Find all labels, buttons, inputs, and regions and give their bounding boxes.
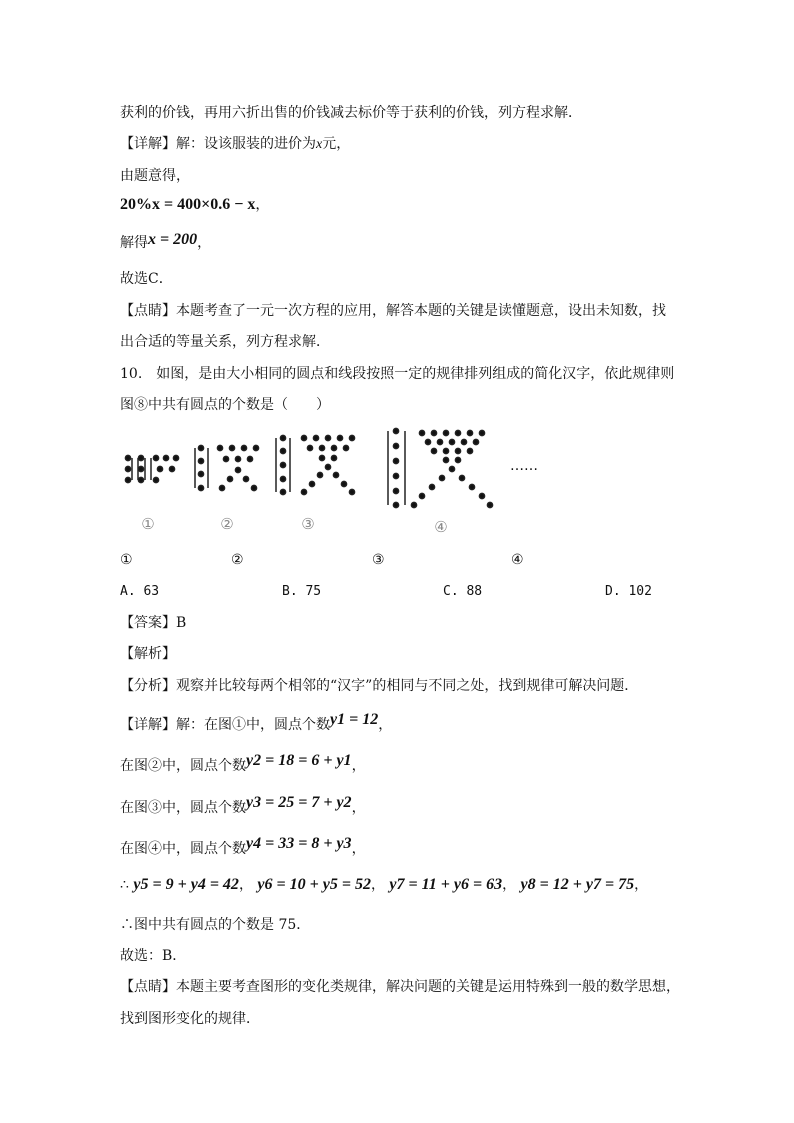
- option-c: C. 88: [443, 584, 483, 599]
- figure-label: ③: [301, 515, 315, 533]
- step-equation: y2 = 18 = 6 + y1: [246, 752, 352, 769]
- comment-line: 找到图形变化的规律．: [120, 1011, 260, 1027]
- choose: 故选：B．: [120, 948, 187, 964]
- option-d: D. 102: [605, 584, 652, 599]
- question-stem: 图⑧中共有圆点的个数是（ ）: [120, 397, 330, 413]
- dot-figure: [118, 425, 568, 537]
- step-equation: y7 = 11 + y6 = 63: [389, 876, 503, 893]
- comment-line: 【点睛】本题主要考查图形的变化类规律，解决问题的关键是运用特殊到一般的数学思想，: [120, 979, 680, 995]
- step-prefix: 在图③中，圆点个数: [120, 800, 246, 816]
- figure-3: [276, 435, 355, 494]
- equation-line: [120, 196, 269, 214]
- figure-4: [388, 428, 493, 507]
- detail-prefix: 【详解】解：设该服装的进价为: [120, 136, 316, 152]
- detail-step-2: 在图②中，圆点个数y2 = 18 = 6 + y1，: [120, 752, 366, 774]
- analysis: 【分析】观察并比较每两个相邻的“汉字”的相同与不同之处，找到规律可解决问题．: [120, 678, 639, 694]
- step-prefix: 【详解】解：在图①中，圆点个数: [120, 717, 330, 733]
- step-equation: y8 = 12 + y7 = 75: [520, 876, 635, 893]
- question-stem: 10. 如图，是由大小相同的圆点和线段按照一定的规律排列组成的简化汉字，依此规律则: [120, 366, 675, 382]
- text-line: 由题意得，: [120, 168, 190, 184]
- figure-1: [125, 455, 178, 482]
- equation: 20%x = 400×0.6 − x: [120, 196, 256, 213]
- text-line: 获利的价钱，再用六折出售的价钱减去标价等于获利的价钱，列方程求解．: [120, 105, 582, 121]
- figure-2: [195, 445, 259, 490]
- therefore-symbol: ∴: [120, 877, 129, 893]
- solve-prefix: 解得: [120, 235, 148, 251]
- solve-comma: ，: [197, 235, 212, 251]
- step-equation: y4 = 33 = 8 + y3: [246, 835, 352, 852]
- text-line: 故选C．: [120, 271, 173, 287]
- answer: 【答案】B: [120, 615, 187, 631]
- detail-step-1: 【详解】解：在图①中，圆点个数y1 = 12，: [120, 711, 393, 733]
- figure-label: ①: [141, 515, 155, 533]
- comment-line: 【点睛】本题考查了一元一次方程的应用，解答本题的关键是读懂题意，设出未知数，找: [120, 303, 666, 319]
- figure-label: ④: [434, 518, 448, 536]
- detail-suffix: 元，: [322, 136, 351, 152]
- step-equation: y6 = 10 + y5 = 52: [257, 876, 371, 893]
- step-equation: y5 = 9 + y4 = 42: [133, 876, 239, 893]
- solution: x = 200: [148, 231, 198, 248]
- step-equation: y3 = 25 = 7 + y2: [246, 794, 352, 811]
- comment-line: 出合适的等量关系，列方程求解．: [120, 334, 330, 350]
- step-prefix: 在图④中，圆点个数: [120, 841, 246, 857]
- therefore-line: ∴ y5 = 9 + y4 = 42， y6 = 10 + y5 = 52， y7 = 11 + y6 = 63， y8 = 12 + y7 = 75，: [120, 876, 649, 893]
- figure-label: ②: [220, 515, 234, 533]
- caption-label: ③: [372, 552, 385, 568]
- detail-step-3: 在图③中，圆点个数y3 = 25 = 7 + y2，: [120, 794, 366, 816]
- detail-var: x: [316, 137, 323, 152]
- detail-line: [120, 135, 350, 154]
- step-prefix: 在图②中，圆点个数: [120, 758, 246, 774]
- solution-line: [120, 231, 212, 252]
- caption-label: ①: [120, 552, 133, 568]
- analysis-title: 【解析】: [120, 646, 176, 662]
- conclusion: ∴图中共有圆点的个数是 75．: [120, 917, 311, 933]
- caption-label: ④: [511, 552, 524, 568]
- caption-label: ②: [231, 552, 244, 568]
- figure-ellipsis: ……: [510, 458, 538, 474]
- step-equation: y1 = 12: [330, 711, 379, 728]
- detail-step-4: 在图④中，圆点个数y4 = 33 = 8 + y3，: [120, 835, 366, 857]
- option-a: A. 63: [120, 584, 160, 599]
- equation-comma: ，: [255, 197, 270, 213]
- option-b: B. 75: [282, 584, 322, 599]
